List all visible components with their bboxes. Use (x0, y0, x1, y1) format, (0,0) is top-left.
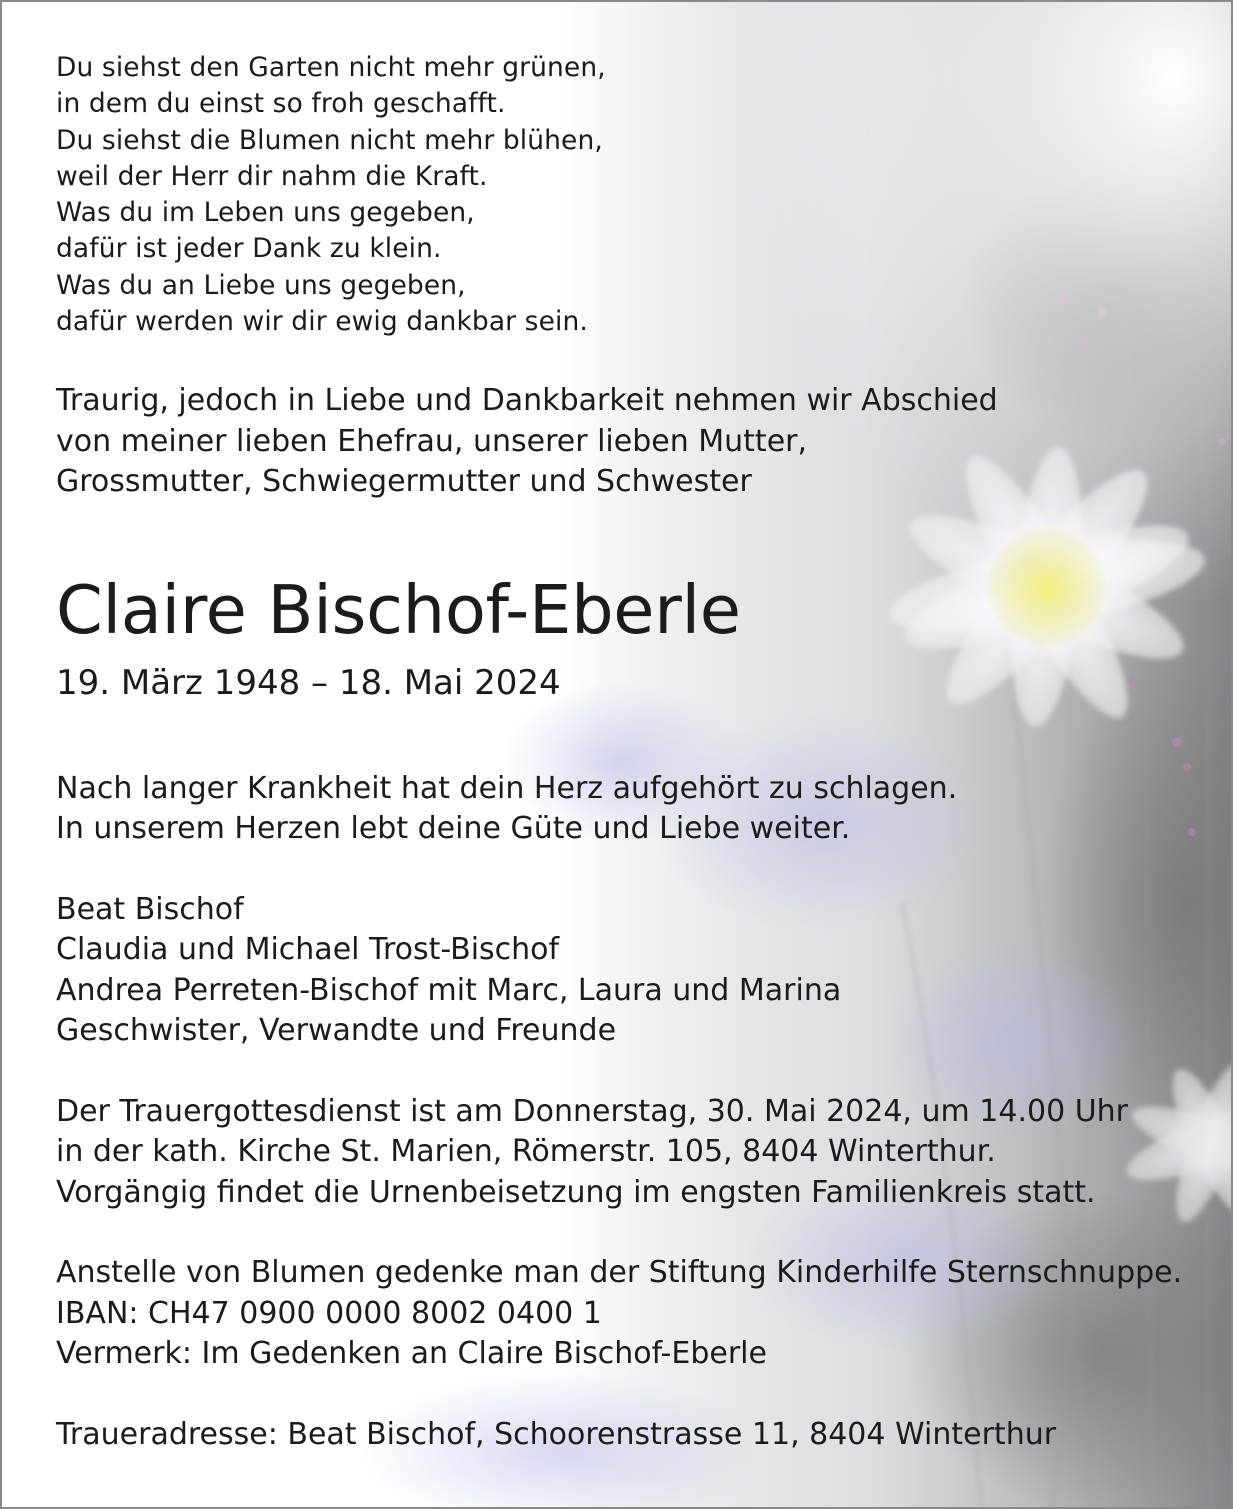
donation-line: Anstelle von Blumen gedenke man der Stiftung Kinderhilfe Sternschnuppe. (56, 1255, 1183, 1291)
funeral-service-info (56, 1092, 1191, 1214)
poem-line: dafür ist jeder Dank zu klein. (56, 233, 442, 265)
memorial-poem (56, 50, 1191, 340)
poem-line: dafür werden wir dir ewig dankbar sein. (56, 306, 588, 338)
donation-reference: Vermerk: Im Gedenken an Claire Bischof-Eberle (56, 1336, 767, 1372)
poem-line: weil der Herr dir nahm die Kraft. (56, 160, 488, 192)
mourner-name: Andrea Perreten-Bischof mit Marc, Laura und Marina (56, 972, 842, 1008)
intro-line: Grossmutter, Schwiegermutter und Schwester (56, 464, 752, 500)
obituary-content (56, 50, 1191, 1455)
poem-line: Du siehst den Garten nicht mehr grünen, (56, 52, 606, 83)
memorial-message (56, 769, 1191, 850)
mourner-name: Claudia und Michael Trost-Bischof (56, 932, 560, 968)
deceased-name: Claire Bischof-Eberle (56, 570, 741, 649)
iban: IBAN: CH47 0900 0000 8002 0400 1 (56, 1295, 602, 1331)
service-line: Vorgängig findet die Urnenbeisetzung im engsten Familienkreis statt. (56, 1174, 1096, 1210)
intro-line: von meiner lieben Ehefrau, unserer lieben Mutter, (56, 423, 808, 459)
mourning-address (56, 1415, 1191, 1456)
poem-line: Du siehst die Blumen nicht mehr blühen, (56, 124, 603, 156)
service-line: in der kath. Kirche St. Marien, Römerstr. 105, 8404 Winterthur. (56, 1134, 996, 1170)
life-dates: 19. März 1948 – 18. Mai 2024 (56, 662, 561, 703)
message-line: Nach langer Krankheit hat dein Herz aufgehört zu schlagen. (56, 770, 958, 806)
mourner-name: Beat Bischof (56, 891, 244, 927)
service-line: Der Trauergottesdienst ist am Donnerstag, 30. Mai 2024, um 14.00 Uhr (56, 1093, 1129, 1129)
donation-info (56, 1253, 1191, 1375)
mourners-list (56, 890, 1191, 1052)
poem-line: in dem du einst so froh geschafft. (56, 88, 506, 120)
intro-line: Traurig, jedoch in Liebe und Dankbarkeit nehmen wir Abschied (56, 383, 998, 419)
address-line: Traueradresse: Beat Bischof, Schoorenstrasse 11, 8404 Winterthur (56, 1416, 1057, 1452)
mourner-name: Geschwister, Verwandte und Freunde (56, 1013, 617, 1049)
poem-line: Was du an Liebe uns gegeben, (56, 269, 466, 301)
poem-line: Was du im Leben uns gegeben, (56, 197, 475, 229)
farewell-intro (56, 381, 1191, 503)
message-line: In unserem Herzen lebt deine Güte und Liebe weiter. (56, 811, 851, 847)
